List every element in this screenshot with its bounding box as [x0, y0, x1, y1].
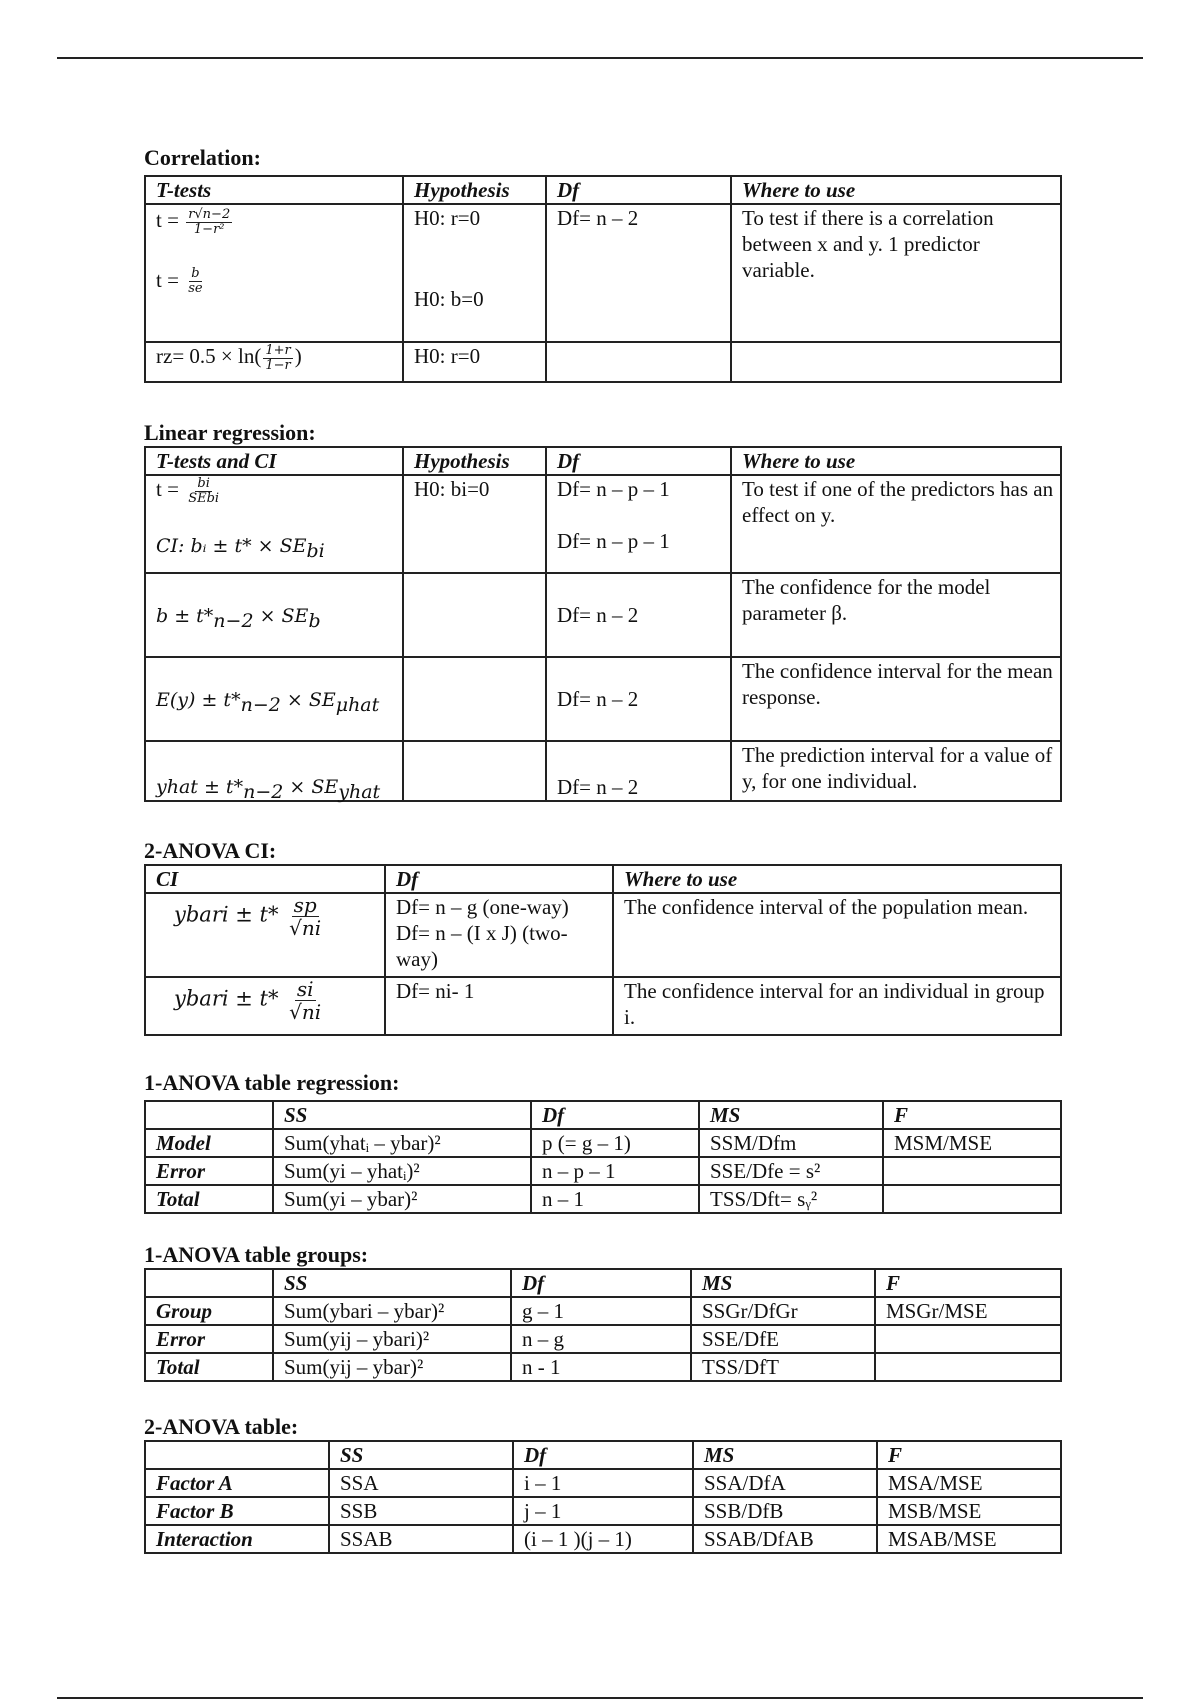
formula-suffix: ) — [294, 344, 302, 368]
row-label: Interaction — [145, 1525, 329, 1553]
fraction — [186, 208, 232, 237]
column-header: SS — [329, 1441, 513, 1469]
row-label: Group — [145, 1297, 273, 1325]
column-header: Df — [511, 1269, 691, 1297]
df-cell: Df= n – g (one-way) Df= n – (I x J) (two-way) — [385, 893, 613, 977]
hypothesis-cell — [403, 741, 546, 801]
formula-cell — [145, 204, 403, 342]
df-cell: Df= n – 2 — [546, 204, 731, 342]
ss-cell: SSAB — [329, 1525, 513, 1553]
formula-cell — [145, 342, 403, 382]
fraction — [287, 894, 323, 939]
fraction — [263, 344, 292, 373]
fraction-denominator: √ni — [289, 916, 322, 940]
fraction — [287, 978, 323, 1023]
hypothesis-cell: H0: r=0 — [403, 342, 546, 382]
ms-cell: SSM/Dfm — [699, 1129, 883, 1157]
formula-subscript: b — [308, 609, 321, 632]
df-cell — [546, 475, 731, 573]
fraction-numerator: si — [296, 977, 314, 1001]
fraction — [186, 477, 221, 506]
table-row — [145, 1129, 1061, 1157]
table-header-row — [145, 176, 1061, 204]
ss-cell: Sum(yhatᵢ – ybar)² — [273, 1129, 531, 1157]
ms-cell: SSE/DfE — [691, 1325, 875, 1353]
df-cell: j – 1 — [513, 1497, 693, 1525]
column-header: F — [875, 1269, 1061, 1297]
ms-cell: TSS/Dft= sᵧ² — [699, 1185, 883, 1213]
f-cell — [883, 1185, 1061, 1213]
table-row — [145, 657, 1061, 741]
fraction — [186, 267, 204, 296]
column-header: Hypothesis — [403, 447, 546, 475]
anova1-groups-heading: 1-ANOVA table groups: — [144, 1242, 369, 1267]
linear-regression-section — [144, 420, 1060, 802]
df-cell: g – 1 — [511, 1297, 691, 1325]
column-header: Hypothesis — [403, 176, 546, 204]
df-text: Df= n – p – 1 — [557, 477, 670, 501]
anova2-table-section — [144, 1414, 1060, 1554]
formula: ybari ± t* — [174, 986, 286, 1011]
anova2-ci-section — [144, 838, 1060, 1036]
formula: b ± t* — [156, 604, 214, 627]
formula-cell — [145, 475, 403, 573]
anova1-regression-table — [144, 1100, 1062, 1214]
correlation-heading: Correlation: — [144, 145, 261, 170]
where-to-use-cell: The confidence interval for the mean response. — [731, 657, 1061, 741]
where-to-use-cell — [731, 342, 1061, 382]
f-cell — [875, 1353, 1061, 1381]
df-text: Df= n – p – 1 — [557, 529, 670, 553]
column-header: F — [883, 1101, 1061, 1129]
row-label: Error — [145, 1325, 273, 1353]
df-cell — [546, 342, 731, 382]
table-row — [145, 1469, 1061, 1497]
table-row — [145, 573, 1061, 657]
where-to-use-cell: To test if there is a correlation between x and y. 1 predictor variable. — [731, 204, 1061, 342]
column-header: Df — [513, 1441, 693, 1469]
formula-rest: × SE — [253, 604, 309, 627]
where-to-use-cell: The confidence interval for an individual in group i. — [613, 977, 1061, 1035]
formula-rest: × SE — [280, 688, 336, 711]
bottom-rule — [57, 1697, 1143, 1699]
ms-cell: SSGr/DfGr — [691, 1297, 875, 1325]
table-row — [145, 893, 1061, 977]
fraction-denominator: 1−r — [265, 357, 291, 373]
column-header — [145, 1269, 273, 1297]
df-cell: n – p – 1 — [531, 1157, 699, 1185]
column-header: MS — [691, 1269, 875, 1297]
column-header: CI — [145, 865, 385, 893]
f-cell: MSGr/MSE — [875, 1297, 1061, 1325]
column-header: MS — [699, 1101, 883, 1129]
hypothesis-cell — [403, 204, 546, 342]
table-row — [145, 1325, 1061, 1353]
anova1-regression-heading: 1-ANOVA table regression: — [144, 1070, 400, 1095]
anova2-table — [144, 1440, 1062, 1554]
column-header: MS — [693, 1441, 877, 1469]
df-cell: Df= n – 2 — [546, 573, 731, 657]
df-cell: n – g — [511, 1325, 691, 1353]
table-row — [145, 1297, 1061, 1325]
table-row — [145, 1497, 1061, 1525]
row-label: Total — [145, 1185, 273, 1213]
table-header-row — [145, 1269, 1061, 1297]
formula-subscript: n−2 — [213, 609, 254, 632]
formula-subscript: n−2 — [240, 693, 281, 716]
row-label: Factor B — [145, 1497, 329, 1525]
df-cell: n - 1 — [511, 1353, 691, 1381]
formula-cell — [145, 657, 403, 741]
hypothesis-cell — [403, 573, 546, 657]
f-cell: MSA/MSE — [877, 1469, 1061, 1497]
ms-cell: TSS/DfT — [691, 1353, 875, 1381]
fraction-denominator: 1−r² — [193, 221, 225, 237]
formula-subscript: n−2 — [243, 781, 284, 804]
formula: E(y) ± t* — [156, 688, 241, 711]
ms-cell: SSA/DfA — [693, 1469, 877, 1497]
formula-cell — [145, 893, 385, 977]
where-to-use-cell: The confidence interval of the population mean. — [613, 893, 1061, 977]
column-header: SS — [273, 1101, 531, 1129]
fraction-denominator: se — [188, 281, 203, 297]
fraction-numerator: b — [191, 266, 200, 282]
anova2-ci-heading: 2-ANOVA CI: — [144, 838, 277, 863]
column-header: Df — [531, 1101, 699, 1129]
ci-formula: CI: bᵢ ± t* × SE — [156, 534, 307, 557]
hypothesis-cell: H0: bi=0 — [403, 475, 546, 573]
ss-cell: SSB — [329, 1497, 513, 1525]
table-row — [145, 1353, 1061, 1381]
linear-regression-heading: Linear regression: — [144, 420, 316, 445]
hypothesis-cell — [403, 657, 546, 741]
ss-cell: Sum(yi – ybar)² — [273, 1185, 531, 1213]
table-row — [145, 1157, 1061, 1185]
formula-cell — [145, 573, 403, 657]
df-cell: n – 1 — [531, 1185, 699, 1213]
column-header: Where to use — [731, 447, 1061, 475]
column-header: SS — [273, 1269, 511, 1297]
fraction-denominator: SEbi — [188, 490, 220, 506]
anova2-ci-table — [144, 864, 1062, 1036]
formula-prefix: t = — [156, 208, 185, 232]
f-cell: MSM/MSE — [883, 1129, 1061, 1157]
ss-cell: Sum(yij – ybar)² — [273, 1353, 511, 1381]
correlation-table — [144, 175, 1062, 383]
formula-cell — [145, 977, 385, 1035]
ms-cell: SSB/DfB — [693, 1497, 877, 1525]
formula: ybari ± t* — [174, 902, 286, 927]
ss-cell: SSA — [329, 1469, 513, 1497]
linear-regression-table — [144, 446, 1062, 802]
ci-subscript: bi — [306, 539, 325, 562]
df-cell: p (= g – 1) — [531, 1129, 699, 1157]
formula-prefix: t = — [156, 267, 185, 292]
f-cell: MSAB/MSE — [877, 1525, 1061, 1553]
df-cell: Df= n – 2 — [546, 741, 731, 801]
ms-cell: SSE/Dfe = s² — [699, 1157, 883, 1185]
where-to-use-cell: The prediction interval for a value of y, for one individual. — [731, 741, 1061, 801]
hypothesis-text: H0: r=0 — [414, 206, 481, 230]
fraction-denominator: √ni — [289, 1000, 322, 1024]
anova2-table-heading: 2-ANOVA table: — [144, 1414, 299, 1439]
table-row — [145, 1525, 1061, 1553]
row-label: Factor A — [145, 1469, 329, 1497]
row-label: Total — [145, 1353, 273, 1381]
formula-subscript: μhat — [335, 693, 380, 716]
df-cell: Df= n – 2 — [546, 657, 731, 741]
fraction-numerator: sp — [293, 893, 317, 917]
formula-rest: × SE — [283, 776, 339, 798]
column-header: Df — [385, 865, 613, 893]
f-cell — [883, 1157, 1061, 1185]
column-header: Df — [546, 447, 731, 475]
df-cell: Df= ni- 1 — [385, 977, 613, 1035]
table-row — [145, 342, 1061, 382]
correlation-section — [144, 145, 1060, 383]
formula-prefix: t = — [156, 477, 185, 501]
table-header-row — [145, 1101, 1061, 1129]
table-header-row — [145, 447, 1061, 475]
formula-subscript: yhat — [338, 781, 381, 804]
table-row — [145, 475, 1061, 573]
row-label: Error — [145, 1157, 273, 1185]
ss-cell: Sum(yi – yhatᵢ)² — [273, 1157, 531, 1185]
anova1-groups-table — [144, 1268, 1062, 1382]
fraction-numerator: r√n−2 — [188, 206, 231, 222]
where-to-use-cell: To test if one of the predictors has an effect on y. — [731, 475, 1061, 573]
where-to-use-cell: The confidence for the model parameter β. — [731, 573, 1061, 657]
table-row — [145, 741, 1061, 801]
fraction-numerator: 1+r — [265, 342, 291, 358]
column-header: T-tests and CI — [145, 447, 403, 475]
table-row — [145, 977, 1061, 1035]
top-rule — [57, 57, 1143, 59]
f-cell: MSB/MSE — [877, 1497, 1061, 1525]
df-cell: i – 1 — [513, 1469, 693, 1497]
ss-cell: Sum(ybari – ybar)² — [273, 1297, 511, 1325]
row-label: Model — [145, 1129, 273, 1157]
fraction-numerator: bi — [197, 475, 210, 491]
table-row — [145, 1185, 1061, 1213]
formula-cell — [145, 741, 403, 804]
hypothesis-text: H0: b=0 — [414, 287, 484, 311]
column-header — [145, 1101, 273, 1129]
table-header-row — [145, 1441, 1061, 1469]
column-header — [145, 1441, 329, 1469]
df-cell: (i – 1 )(j – 1) — [513, 1525, 693, 1553]
formula: yhat ± t* — [156, 776, 244, 798]
f-cell — [875, 1325, 1061, 1353]
ms-cell: SSAB/DfAB — [693, 1525, 877, 1553]
anova1-regression-section — [144, 1070, 1060, 1214]
formula-prefix: rz= 0.5 × ln( — [156, 344, 262, 368]
table-row — [145, 204, 1061, 342]
column-header: T-tests — [145, 176, 403, 204]
ss-cell: Sum(yij – ybari)² — [273, 1325, 511, 1353]
anova1-groups-section — [144, 1242, 1060, 1382]
column-header: Where to use — [613, 865, 1061, 893]
column-header: F — [877, 1441, 1061, 1469]
column-header: Df — [546, 176, 731, 204]
table-header-row — [145, 865, 1061, 893]
column-header: Where to use — [731, 176, 1061, 204]
